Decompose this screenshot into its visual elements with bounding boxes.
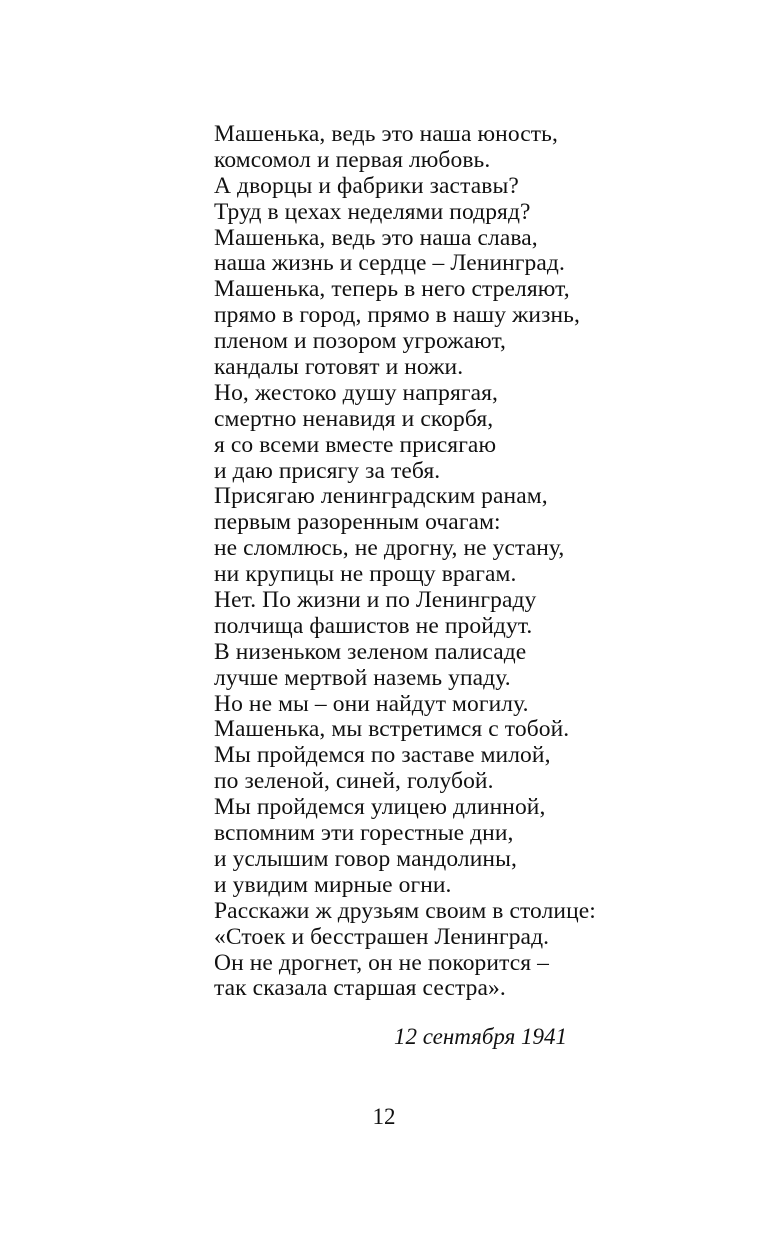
poem-line: Но не мы – они найдут могилу. [214,690,529,717]
poem-line: и даю присягу за тебя. [214,457,441,484]
poem-line: комсомол и первая любовь. [214,146,491,173]
poem-line: по зеленой, синей, голубой. [214,768,494,795]
poem-line: так сказала старшая сестра». [214,975,506,1002]
poem-line: В низеньком зеленом палисаде [214,638,527,665]
poem-line: наша жизнь и сердце – Ленинград. [214,250,565,277]
poem-line: Расскажи ж друзьям своим в столице: [214,897,596,924]
poem-line: Мы пройдемся улицею длинной, [214,794,546,821]
poem-line: полчища фашистов не пройдут. [214,612,533,639]
poem-line: Присягаю ленинградским ранам, [214,483,548,510]
poem-line: и увидим мирные огни. [214,871,452,898]
poem-line: Машенька, ведь это наша юность, [214,121,558,147]
poem-line: лучше мертвой наземь упаду. [214,664,511,691]
poem-line: Машенька, теперь в него стреляют, [214,276,570,303]
poem-line: смертно ненавидя и скорбя, [214,405,494,432]
poem-line: Труд в цехах неделями подряд? [214,198,531,225]
poem-line: первым разоренным очагам: [214,509,501,536]
poem-line: ни крупицы не прощу врагам. [214,561,517,588]
page-number: 12 [372,1104,396,1129]
poem-line: вспомним эти горестные дни, [214,820,514,847]
poem-line: Машенька, ведь это наша слава, [214,224,538,251]
poem-text [214,122,674,1002]
poem-line: Но, жестоко душу напрягая, [214,379,499,406]
poem-line: «Стоек и бесстрашен Ленинград. [214,923,550,950]
poem-line: Он не дрогнет, он не покорится – [214,949,549,976]
poem-line: кандалы готовят и ножи. [214,354,464,381]
poem-line: Машенька, мы встретимся с тобой. [214,716,570,743]
poem-line: Нет. По жизни и по Ленинграду [214,587,537,614]
poem-date: 12 сентября 1941 [394,1024,568,1049]
poem-line: прямо в город, прямо в нашу жизнь, [214,302,580,329]
poem-line: я со всеми вместе присягаю [214,431,497,458]
poem-line: А дворцы и фабрики заставы? [214,172,519,199]
poem-line: не сломлюсь, не дрогну, не устану, [214,535,565,562]
poem-line: Мы пройдемся по заставе милой, [214,742,551,769]
poem-line: пленом и позором угрожают, [214,328,507,355]
poem-line: и услышим говор мандолины, [214,845,517,872]
